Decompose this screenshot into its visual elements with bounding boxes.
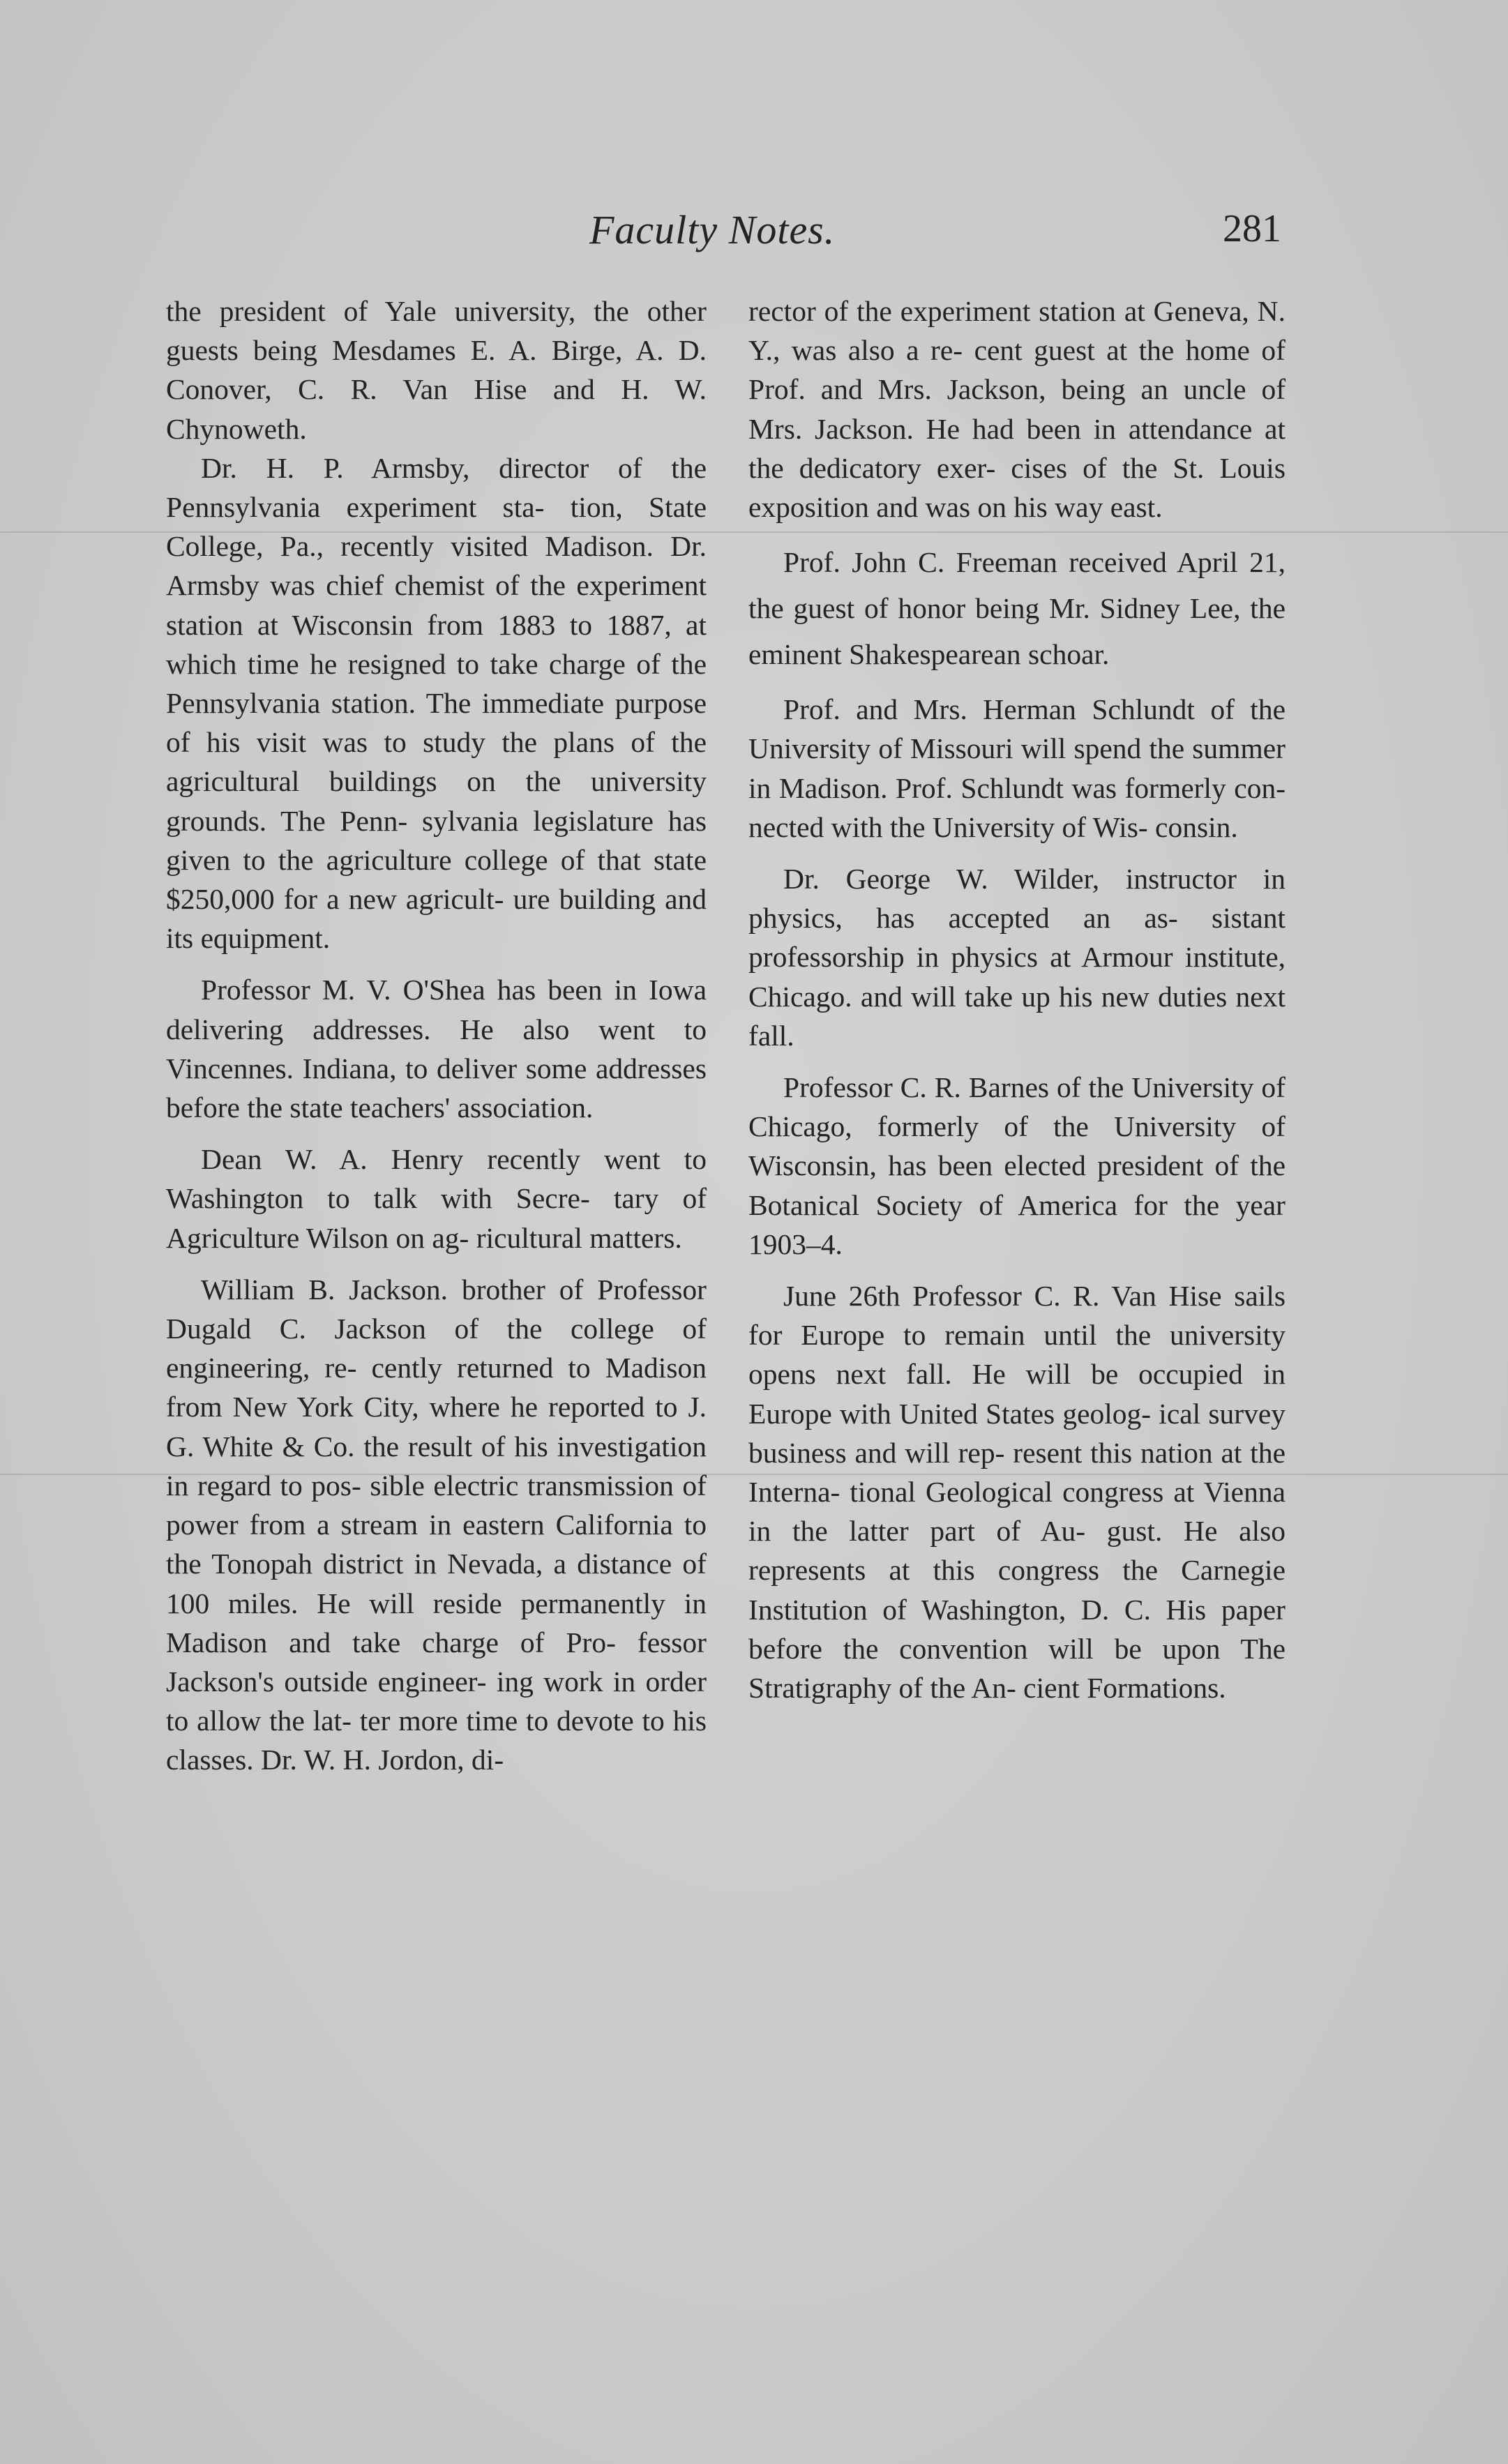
text-line: Vienna in the latter part of Au-: [748, 1476, 1285, 1548]
text-line: Professor M. V. O'Shea has been: [201, 974, 603, 1006]
page-number: 281: [1223, 207, 1281, 250]
paragraph: [748, 539, 1285, 677]
text-line: tion, State College, Pa., recently: [166, 491, 707, 563]
text-line: his investigation in regard to pos-: [166, 1430, 707, 1502]
text-line: chief chemist of the experiment: [326, 569, 707, 602]
text-line: Prof. Schlundt was formerly con-: [896, 771, 1286, 804]
text-line: will take up his new duties next: [911, 980, 1285, 1013]
text-line: the other guests being Mesdames: [166, 295, 707, 367]
text-line: fall. He will be occupied in: [905, 1358, 1285, 1391]
text-line: the college of engineering, re-: [166, 1313, 707, 1384]
text-line: Dr. H. P. Armsby, director of: [201, 451, 642, 484]
right-column: [748, 292, 1285, 1707]
text-line: to deliver some addresses before: [166, 1052, 707, 1124]
text-line: in Iowa delivering addresses. He: [166, 974, 707, 1045]
text-line: consin.: [1155, 810, 1238, 843]
page-header: [0, 206, 1508, 262]
text-line: California to the Tonopah district: [166, 1509, 707, 1580]
text-line: E. A. Birge, A. D. Conover, C. R.: [166, 334, 707, 406]
text-line: classes. Dr. W. H. Jordon, di-: [166, 1744, 504, 1776]
text-line: of his visit was to study the plans: [166, 726, 615, 759]
text-line: Botanical Society of America for: [748, 1188, 1168, 1221]
text-line: the president of Yale university,: [166, 295, 576, 327]
text-line: Madison and take charge of Pro-: [166, 1626, 616, 1658]
text-line: the state teachers' association.: [247, 1091, 594, 1124]
text-line: ing work in order to allow the lat-: [166, 1665, 707, 1737]
text-line: New York City, where he reported: [232, 1391, 645, 1423]
text-line: tional Geological congress at: [850, 1476, 1195, 1509]
text-line: spend the summer in Madison.: [748, 732, 1285, 804]
text-line: cent guest at the home of Prof.: [748, 334, 1286, 406]
paragraph: [748, 1276, 1285, 1707]
text-line: Dr. George W. Wilder, instructor: [783, 863, 1237, 895]
text-line: ical survey business and will rep-: [748, 1397, 1285, 1469]
text-line: of the University of Wisconsin,: [748, 1110, 1285, 1182]
text-line: Professor Dugald C. Jackson of: [166, 1273, 707, 1345]
text-line: take charge of the Pennsylvania: [166, 647, 707, 720]
text-line: of the agricultural buildings on: [166, 726, 707, 798]
text-line: cient Formations.: [1023, 1672, 1226, 1705]
text-line: to J. G. White & Co. the result of: [166, 1391, 707, 1462]
text-line: ricultural matters.: [476, 1221, 682, 1254]
text-line: ter more time to devote to his: [359, 1705, 707, 1737]
text-line: sistant professorship in physics: [748, 902, 1286, 974]
text-line: in Nevada, a distance of 100 miles.: [166, 1548, 707, 1619]
text-line: the year 1903–4.: [748, 1188, 1286, 1260]
text-line: sible electric transmission of: [370, 1469, 707, 1502]
text-line: station at Wisconsin from 1883 to: [166, 608, 592, 641]
text-line: of Mrs. Jackson. He had been in: [748, 373, 1286, 445]
paragraph: [748, 690, 1285, 847]
text-line: cently returned to Madison from: [166, 1352, 707, 1423]
left-column: [166, 292, 707, 1780]
text-line: the agriculture college of that: [278, 843, 641, 876]
paragraph: [748, 1068, 1285, 1264]
text-line: Hise sails for Europe to remain: [748, 1280, 1286, 1352]
text-line: ure building and its equipment.: [166, 883, 707, 955]
text-line: Professor C. R. Barnes of the: [783, 1071, 1124, 1104]
text-line: of the University of Missouri will: [748, 693, 1285, 765]
text-line: attendance at the dedicatory exer-: [748, 412, 1285, 484]
text-line: He will reside permanently in: [317, 1587, 707, 1619]
text-line: rector of the experiment station: [748, 295, 1116, 327]
text-line: 1887, at which time he resigned to: [166, 608, 707, 680]
text-line: and was on his way east.: [876, 491, 1163, 524]
text-line: the university grounds. The Penn-: [166, 765, 707, 837]
text-line: the Pennsylvania experiment sta-: [166, 451, 707, 524]
paragraph: [166, 448, 707, 958]
text-line: has been elected president of the: [888, 1149, 1286, 1182]
paragraph: [166, 970, 707, 1127]
text-line: cises of the St. Louis exposition: [748, 451, 1285, 524]
text-line: at Armour institute, Chicago. and: [748, 941, 1286, 1013]
text-line: Shakespearean schoar.: [849, 638, 1110, 671]
paragraph: [166, 292, 707, 448]
paragraph: [748, 292, 1285, 527]
text-line: Dean W. A. Henry recently went: [201, 1143, 661, 1176]
text-line: nected with the University of Wis-: [748, 810, 1148, 843]
text-line: until the university opens next: [748, 1319, 1286, 1391]
text-line: and Mrs. Jackson, being an uncle: [820, 373, 1246, 406]
text-line: of Washington, D. C. His paper: [882, 1593, 1285, 1626]
text-line: sylvania legislature has given to: [166, 804, 707, 876]
text-line: June 26th Professor C. R. Van: [783, 1280, 1156, 1313]
text-line: Prof. and Mrs. Herman Schlundt: [783, 693, 1195, 726]
text-line: power from a stream in eastern: [166, 1509, 545, 1541]
text-line: William B. Jackson. brother of: [201, 1273, 584, 1306]
text-line: fall.: [748, 1019, 794, 1052]
text-line: University of Chicago, formerly: [748, 1071, 1285, 1143]
text-line: at Geneva, N. Y., was also a re-: [748, 295, 1285, 367]
text-line: fessor Jackson's outside engineer-: [166, 1626, 707, 1698]
paragraph: [166, 1270, 707, 1780]
text-line: Mr. Sidney Lee, the eminent: [748, 592, 1285, 671]
text-line: April 21, the guest of honor being: [748, 546, 1285, 625]
text-line: upon The Stratigraphy of the An-: [748, 1632, 1285, 1705]
paragraph: [166, 1140, 707, 1257]
text-line: before the convention will be: [748, 1632, 1142, 1665]
text-line: gust. He also represents at this: [748, 1515, 1285, 1587]
text-line: in physics, has accepted an as-: [748, 863, 1285, 935]
paragraph: [748, 859, 1285, 1055]
text-line: also went to Vincennes. Indiana,: [166, 1013, 707, 1084]
text-line: Van Hise and H. W. Chynoweth.: [166, 373, 707, 445]
text-line: station. The immediate purpose: [331, 687, 707, 720]
text-line: resent this nation at the Interna-: [748, 1436, 1285, 1509]
text-line: Prof. John C. Freeman received: [783, 546, 1167, 579]
text-line: to Washington to talk with Secre-: [166, 1143, 707, 1215]
text-line: congress the Carnegie Institution: [748, 1554, 1286, 1626]
text-line: Europe with United States geolog-: [748, 1397, 1152, 1430]
running-title: Faculty Notes.: [589, 207, 836, 252]
text-line: tary of Agriculture Wilson on ag-: [166, 1182, 707, 1254]
text-line: visited Madison. Dr. Armsby was: [166, 530, 707, 602]
text-line: state $250,000 for a new agricult-: [166, 843, 707, 916]
